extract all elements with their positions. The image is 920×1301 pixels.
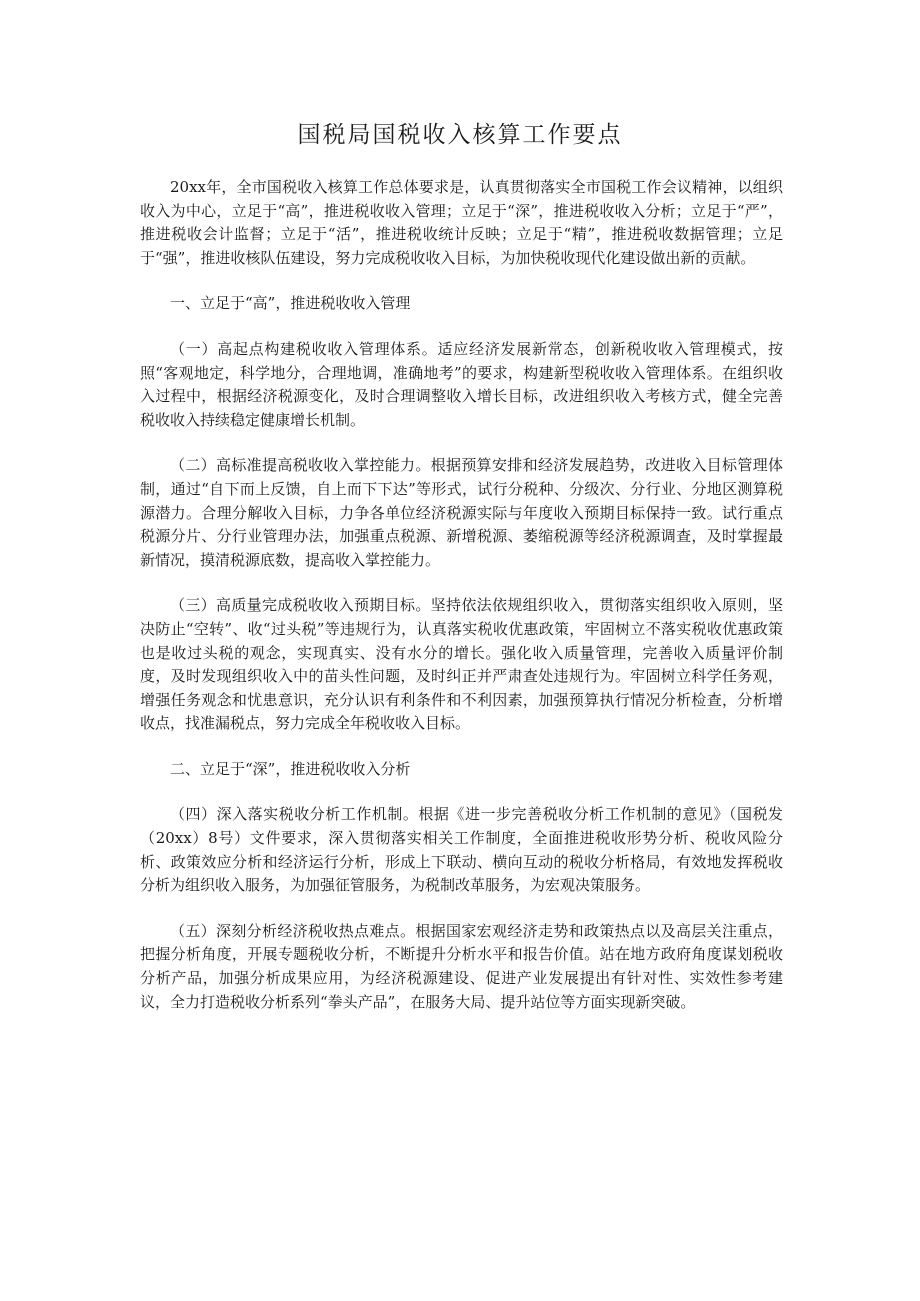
intro-paragraph: 20xx年，全市国税收入核算工作总体要求是，认真贯彻落实全市国税工作会议精神，以组织收入为中心，立足于“高”，推进税收收入管理；立足于“深”，推进税收收入分析；立足于“严”，推进税收会计监督；立足于“活”，推进税收统计反映；立足于“精”，推进税收数据管理；立足于“强”，推进收核队伍建设，努力完成税收收入目标，为加快税收现代化建设做出新的贡献。 xyxy=(140,178,783,267)
section-1-paragraph-1: （一）高起点构建税收收入管理体系。适应经济发展新常态，创新税收收入管理模式，按照“客观地定，科学地分，合理地调，准确地考”的要求，构建新型税收收入管理体系。在组织收入过程中，根据经济税源变化，及时合理调整收入增长目标，改进组织收入考核方式，健全完善税收收入持续稳定健康增长机制。 xyxy=(140,339,783,429)
section-heading-1: 一、立足于“高”，推进税收收入管理 xyxy=(170,294,411,313)
section-2-paragraph-2: （五）深刻分析经济税收热点难点。根据国家宏观经济走势和政策热点以及高层关注重点，把握分析角度，开展专题税收分析，不断提升分析水平和报告价值。站在地方政府角度谋划税收分析产品，加强分析成果应用，为经济税源建设、促进产业发展提出有针对性、实效性参考建议，全力打造税收分析系列“拳头产品”，在服务大局、提升站位等方面实现新突破。 xyxy=(140,921,783,1011)
section-2-paragraph-1: （四）深入落实税收分析工作机制。根据《进一步完善税收分析工作机制的意见》（国税发（20xx）8号）文件要求，深入贯彻落实相关工作制度，全面推进税收形势分析、税收风险分析、政策效应分析和经济运行分析，形成上下联动、横向互动的税收分析格局，有效地发挥税收分析为组织收入服务，为加强征管服务，为税制改革服务，为宏观决策服务。 xyxy=(140,805,783,895)
section-heading-2: 二、立足于“深”，推进税收收入分析 xyxy=(170,759,411,778)
section-1-paragraph-2: （二）高标准提高税收收入掌控能力。根据预算安排和经济发展趋势，改进收入目标管理体制，通过“自下而上反馈，自上而下下达”等形式，试行分税种、分级次、分行业、分地区测算税源潜力。合理分解收入目标，力争各单位经济税源实际与年度收入预期目标保持一致。试行重点税源分片、分行业管理办法，加强重点税源、新增税源、萎缩税源等经济税源调查，及时掌握最新情况，摸清税源底数，提高收入掌控能力。 xyxy=(140,456,783,569)
document-title: 国税局国税收入核算工作要点 xyxy=(297,122,623,148)
document-body xyxy=(140,176,783,1036)
section-1-paragraph-3: （三）高质量完成税收收入预期目标。坚持依法依规组织收入，贯彻落实组织收入原则，坚决防止“空转”、收“过头税”等违规行为，认真落实税收优惠政策，牢固树立不落实税收优惠政策也是收过头税的观念，实现真实、没有水分的增长。强化收入质量管理，完善收入质量评价制度，及时发现组织收入中的苗头性问题，及时纠正并严肃查处违规行为。牢固树立科学任务观，增强任务观念和忧患意识，充分认识有利条件和不利因素，加强预算执行情况分析检查，分析增收点，找准漏税点，努力完成全年税收收入目标。 xyxy=(140,596,783,733)
